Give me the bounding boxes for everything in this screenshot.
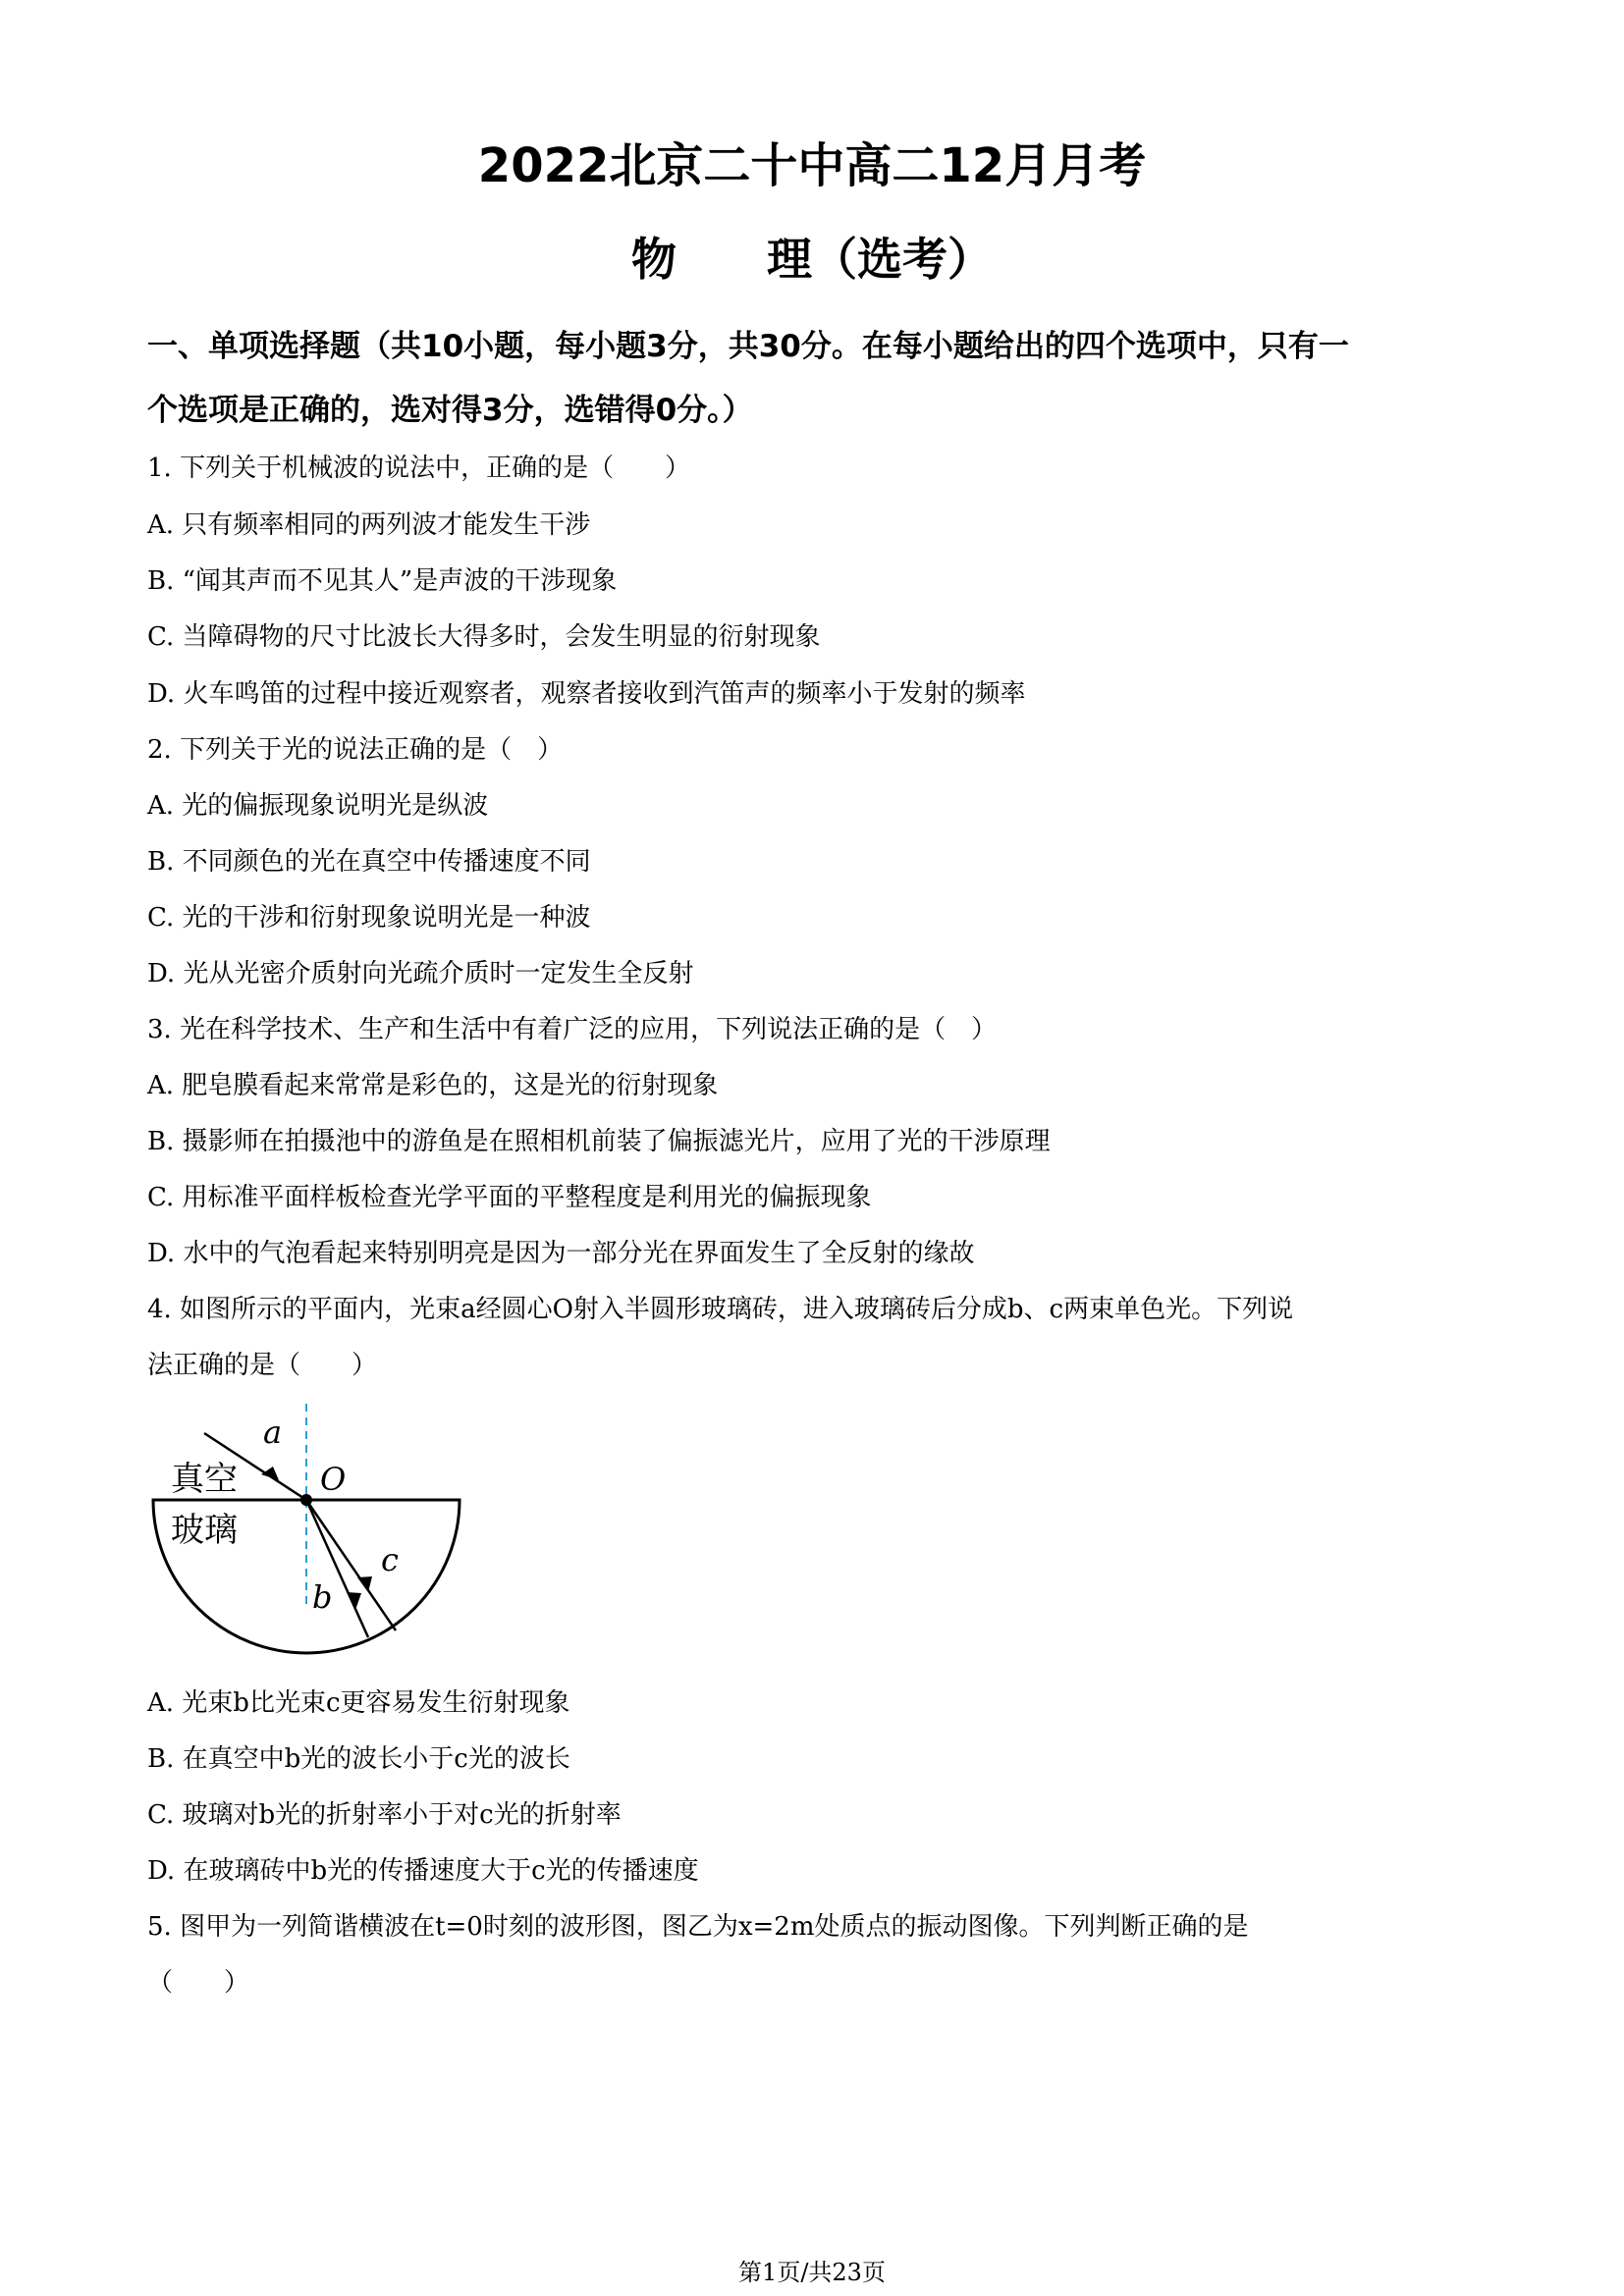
question-1-option-b: B. “闻其声而不见其人”是声波的干涉现象 [147,566,618,596]
question-1-option-a: A. 只有频率相同的两列波才能发生干涉 [147,510,591,540]
question-1-option-d: D. 火车鸣笛的过程中接近观察者，观察者接收到汽笛声的频率小于发射的频率 [147,679,1026,709]
page-number: 第1页/共23页 [738,2259,886,2286]
label-glass: 玻璃 [171,1511,238,1550]
label-o: O [320,1461,347,1498]
question-3-stem: 3. 光在科学技术、生产和生活中有着广泛的应用，下列说法正确的是（ ） [147,1015,998,1044]
question-4-stem-continued: 法正确的是（ ） [147,1351,378,1380]
question-4-option-c: C. 玻璃对b光的折射率小于对c光的折射率 [147,1800,622,1830]
question-2-option-d: D. 光从光密介质射向光疏介质时一定发生全反射 [147,959,694,988]
label-b: b [312,1578,333,1616]
refraction-diagram [147,1404,481,1659]
question-1-stem: 1. 下列关于机械波的说法中，正确的是（ ） [147,454,691,483]
question-3-option-d: D. 水中的气泡看起来特别明亮是因为一部分光在界面发生了全反射的缘故 [147,1239,975,1268]
question-3-option-b: B. 摄影师在拍摄池中的游鱼是在照相机前装了偏振滤光片，应用了光的干涉原理 [147,1127,1051,1156]
question-4-option-d: D. 在玻璃砖中b光的传播速度大于c光的传播速度 [147,1856,699,1886]
question-4-stem: 4. 如图所示的平面内，光束a经圆心O射入半圆形玻璃砖，进入玻璃砖后分成b、c两束单色光。下列说 [147,1295,1294,1324]
question-4-option-b: B. 在真空中b光的波长小于c光的波长 [147,1744,570,1774]
question-2-stem: 2. 下列关于光的说法正确的是（ ） [147,735,564,765]
section-heading-line1: 一、单项选择题（共10小题，每小题3分，共30分。在每小题给出的四个选项中，只有一 [147,329,1349,364]
question-2-option-c: C. 光的干涉和衍射现象说明光是一种波 [147,903,591,933]
question-2-option-b: B. 不同颜色的光在真空中传播速度不同 [147,847,591,877]
refracted-ray-b [306,1500,368,1637]
label-vacuum: 真空 [171,1460,238,1499]
question-4-option-a: A. 光束b比光束c更容易发生衍射现象 [147,1688,570,1718]
section-heading-line2: 个选项是正确的，选对得3分，选错得0分。） [147,393,753,428]
exam-title: 2022北京二十中高二12月月考 [477,138,1147,193]
question-3-option-c: C. 用标准平面样板检查光学平面的平整程度是利用光的偏振现象 [147,1183,872,1212]
label-c: c [381,1541,399,1578]
label-a: a [263,1414,283,1451]
center-point-o [300,1494,312,1506]
ray-c-arrowhead [357,1576,372,1592]
question-5-stem: 5. 图甲为一列简谐横波在t=0时刻的波形图，图乙为x=2m处质点的振动图像。下列判断正确的是 [147,1912,1249,1942]
question-2-option-a: A. 光的偏振现象说明光是纵波 [147,791,489,821]
incident-arrowhead [261,1467,279,1480]
question-5-stem-continued: （ ） [147,1968,250,1998]
question-3-option-a: A. 肥皂膜看起来常常是彩色的，这是光的衍射现象 [147,1071,719,1100]
exam-subject: 物 理（选考） [631,233,993,286]
question-1-option-c: C. 当障碍物的尺寸比波长大得多时，会发生明显的衍射现象 [147,622,821,652]
